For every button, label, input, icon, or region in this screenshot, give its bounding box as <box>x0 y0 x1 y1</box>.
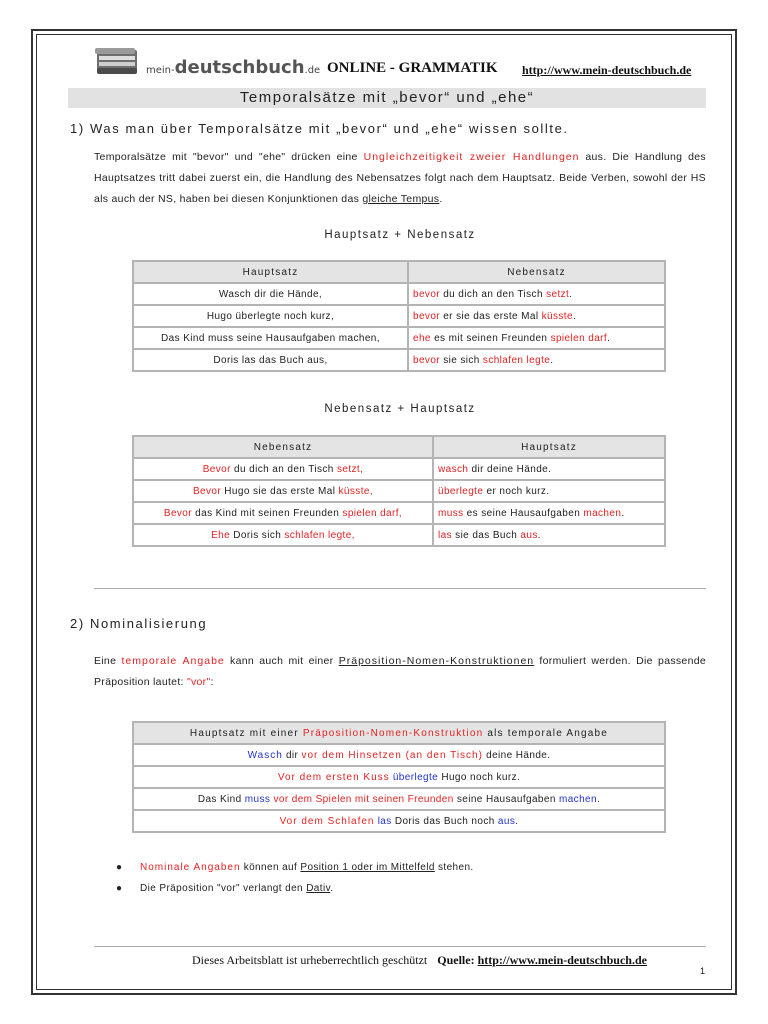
section2-paragraph: Eine temporale Angabe kann auch mit einer Präposition-Nomen-Konstruktionen formuliert werden. Die passende Präposition lautet: "vor": <box>94 655 706 688</box>
table2-header-col1: Nebensatz <box>133 436 433 458</box>
page-title: Temporalsätze mit „bevor“ und „ehe“ <box>239 89 535 106</box>
header-title: ONLINE - GRAMMATIK <box>327 60 498 76</box>
table-row: Vor dem ersten Kuss überlegte Hugo noch kurz. <box>133 766 665 788</box>
header-url-link[interactable]: http://www.mein-deutschbuch.de <box>522 63 692 77</box>
footer-divider <box>94 946 706 947</box>
section1-paragraph: Temporalsätze mit "bevor" und "ehe" drücken eine Ungleichzeitigkeit zweier Handlungen aus. Die Handlung des Hauptsatzes tritt dabei zuerst ein, die Handlung des Nebensatzes folgt nach dem Hauptsatz. Beide Verben, sowohl der HS als auch der NS, haben bei diesen Konjunktionen das gleiche Tempus. <box>94 151 706 205</box>
section1-heading: 1) Was man über Temporalsätze mit „bevor“ und „ehe“ wissen sollte. <box>70 121 569 136</box>
bullet-icon: ● <box>116 883 123 894</box>
table-row: Vor dem Schlafen las Doris das Buch noch aus. <box>133 810 665 832</box>
bullet-icon: ● <box>116 862 123 873</box>
book-logo-icon <box>93 44 141 78</box>
table-row: Ehe Doris sich schlafen legte, las sie das Buch aus. <box>133 524 665 546</box>
table1-header-col1: Hauptsatz <box>133 261 408 283</box>
table1-caption: Hauptsatz + Nebensatz <box>324 229 476 241</box>
table-row: Doris las das Buch aus, bevor sie sich schlafen legte. <box>133 349 665 371</box>
table-hauptsatz-nebensatz <box>132 260 666 372</box>
table-row: Das Kind muss vor dem Spielen mit seinen Freunden seine Hausaufgaben machen. <box>133 788 665 810</box>
table2-caption: Nebensatz + Hauptsatz <box>324 403 476 415</box>
page-number: 1 <box>700 966 706 976</box>
table-row: Hugo überlegte noch kurz, bevor er sie das erste Mal küsste. <box>133 305 665 327</box>
table-nebensatz-hauptsatz <box>132 435 666 547</box>
table-row: Wasch dir vor dem Hinsetzen (an den Tisch) deine Hände. <box>133 744 665 766</box>
table-nominalisierung <box>132 721 666 833</box>
table1-header-col2: Nebensatz <box>408 261 665 283</box>
table-row: Wasch dir die Hände, bevor du dich an den Tisch setzt. <box>133 283 665 305</box>
table-row: Das Kind muss seine Hausaufgaben machen, ehe es mit seinen Freunden spielen darf. <box>133 327 665 349</box>
page-title-bar <box>68 88 706 108</box>
table-row: Bevor Hugo sie das erste Mal küsste, überlegte er noch kurz. <box>133 480 665 502</box>
table-row: Bevor du dich an den Tisch setzt, wasch dir deine Hände. <box>133 458 665 480</box>
footer-url-link[interactable]: http://www.mein-deutschbuch.de <box>477 953 647 967</box>
footer: Dieses Arbeitsblatt ist urheberrechtlich geschützt Quelle: http://www.mein-deutschbuch.de <box>192 953 647 967</box>
site-logo-text: mein-deutschbuch.de <box>146 57 321 78</box>
table-row: Bevor das Kind mit seinen Freunden spielen darf, muss es seine Hausaufgaben machen. <box>133 502 665 524</box>
table3-header: Hauptsatz mit einer Präposition-Nomen-Konstruktion als temporale Angabe <box>133 722 665 744</box>
section2-heading: 2) Nominalisierung <box>70 616 208 631</box>
section-divider <box>94 588 706 589</box>
table2-header-col2: Hauptsatz <box>433 436 665 458</box>
